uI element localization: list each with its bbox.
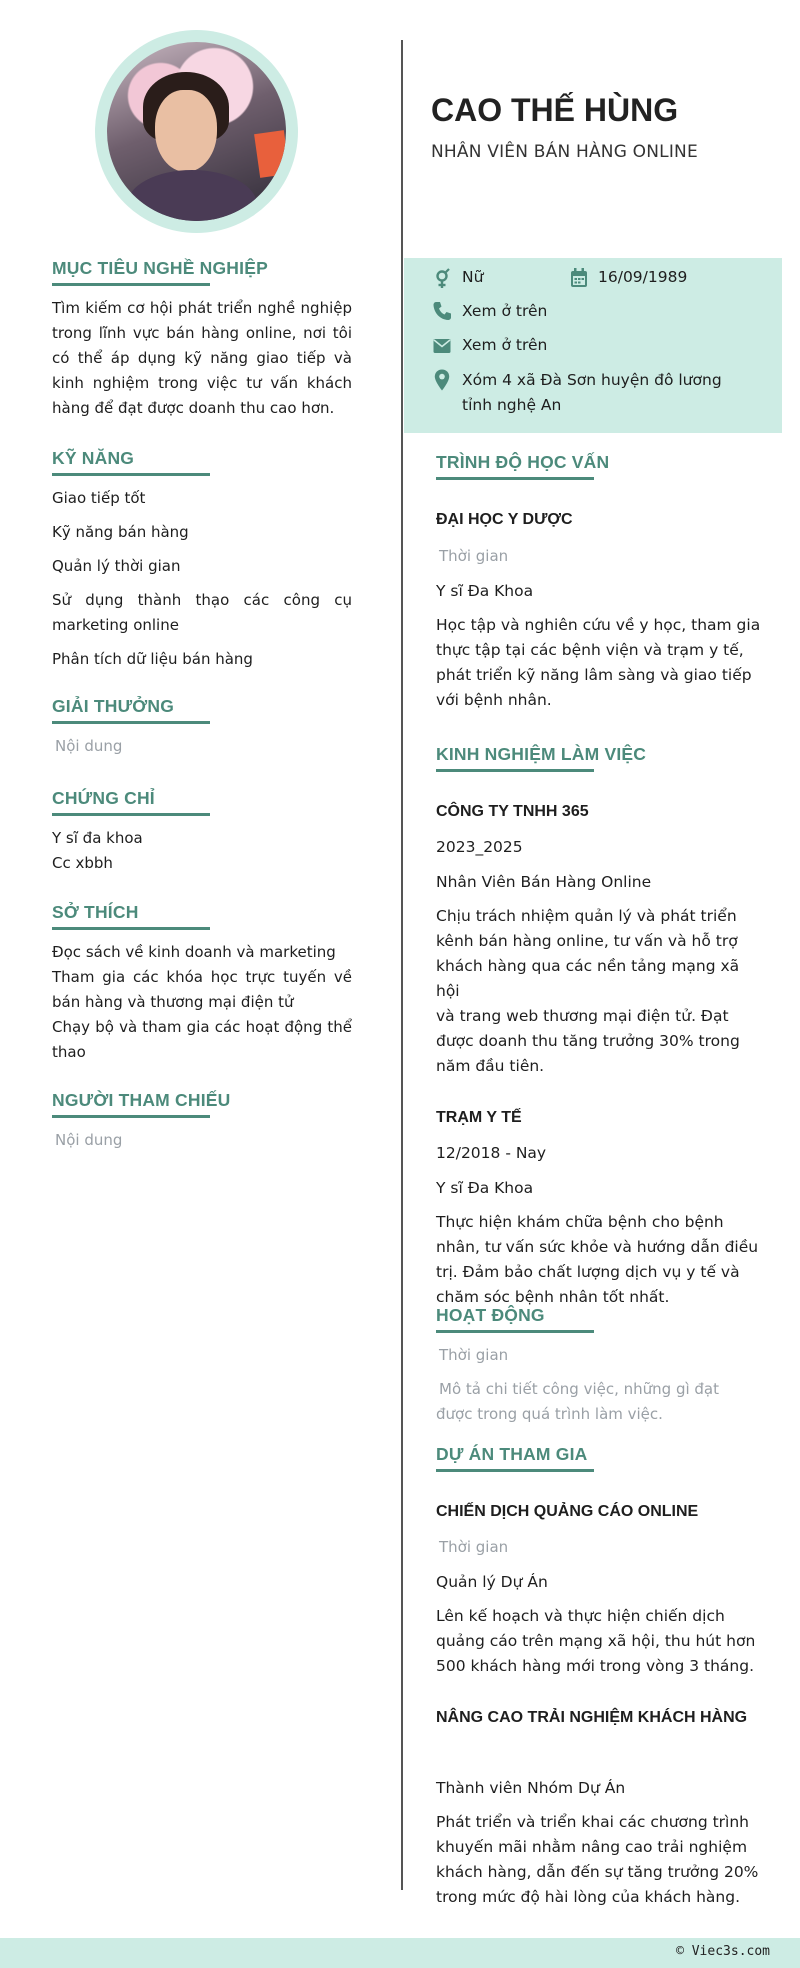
project-time: Thời gian	[439, 1538, 509, 1556]
section-underline	[52, 1115, 210, 1118]
section-title: KỸ NĂNG	[52, 448, 135, 468]
candidate-title: NHÂN VIÊN BÁN HÀNG ONLINE	[431, 142, 698, 162]
section-underline	[52, 473, 210, 476]
education-description: Học tập và nghiên cứu về y học, tham gia thực tập tại các bệnh viện và trạm y tế, phát triển kỹ năng lâm sàng và giao tiếp với bệnh nhân.	[436, 616, 761, 709]
list-item: Cc xbbh	[52, 854, 113, 872]
section-underline	[52, 283, 210, 286]
gender-icon	[433, 267, 451, 292]
school-name: ĐẠI HỌC Y DƯỢC	[436, 511, 573, 528]
contact-info-panel	[404, 258, 782, 433]
section-title: DỰ ÁN THAM GIA	[436, 1444, 588, 1464]
section-title: KINH NGHIỆM LÀM VIỆC	[436, 744, 647, 764]
references-content: Nội dung	[55, 1131, 123, 1149]
project-role: Quản lý Dự Án	[436, 1573, 548, 1591]
objective-section	[52, 258, 352, 421]
birthday-value: 16/09/1989	[598, 268, 688, 286]
education-major: Y sĩ Đa Khoa	[436, 582, 534, 600]
job-entry	[436, 799, 766, 1079]
skills-section	[52, 448, 352, 672]
hobbies-section: SỞ THÍCH Đọc sách về kinh doanh và marketing Tham gia các khóa học trực tuyến về bán hàng và thương mại điện tử Chạy bộ và tham gia các hoạt động thể thao	[52, 902, 352, 1061]
section-underline	[52, 721, 210, 724]
objective-text: Tìm kiếm cơ hội phát triển nghề nghiệp trong lĩnh vực bán hàng online, nơi tôi có thể áp dụng kỹ năng giao tiếp và kinh nghiệm trong việc tư vấn khách hàng để đạt được doanh thu cao hơn.	[52, 299, 352, 417]
awards-section	[52, 696, 210, 759]
gender-value: Nữ	[462, 268, 484, 286]
candidate-name: CAO THẾ HÙNG	[431, 92, 679, 128]
project-entry	[436, 1499, 766, 1679]
list-item: Sử dụng thành thạo các công cụ	[52, 591, 352, 609]
email-icon	[433, 338, 451, 354]
location-icon	[434, 369, 450, 391]
section-title: HOẠT ĐỘNG	[436, 1305, 545, 1325]
project-role: Thành viên Nhóm Dự Án	[436, 1779, 626, 1797]
section-title: CHỨNG CHỈ	[52, 788, 155, 808]
company-name: TRẠM Y TẾ	[436, 1109, 522, 1126]
footer-brand: © Viec3s.com	[676, 1944, 770, 1959]
section-underline	[436, 1330, 594, 1333]
phone-icon	[433, 301, 451, 321]
calendar-icon	[570, 267, 588, 289]
activities-section	[436, 1305, 766, 1427]
project-name: CHIẾN DỊCH QUẢNG CÁO ONLINE	[436, 1503, 699, 1520]
education-time: Thời gian	[439, 547, 509, 565]
job-time: 12/2018 - Nay	[436, 1144, 547, 1162]
list-item: Giao tiếp tốt	[52, 489, 146, 507]
activities-description: Mô tả chi tiết công việc, những gì đạt được trong quá trình làm việc.	[436, 1380, 719, 1423]
section-underline	[436, 1469, 594, 1472]
project-description: Lên kế hoạch và thực hiện chiến dịch quảng cáo trên mạng xã hội, thu hút hơn 500 khách hàng mới trong vòng 3 tháng.	[436, 1607, 756, 1675]
phone-value: Xem ở trên	[462, 302, 548, 320]
projects-section	[436, 1444, 766, 1910]
section-underline	[52, 813, 210, 816]
avatar-frame	[95, 30, 298, 233]
certificates-section	[52, 788, 210, 876]
awards-content: Nội dung	[55, 737, 123, 755]
experience-section	[436, 744, 766, 1310]
email-value: Xem ở trên	[462, 336, 548, 354]
job-position: Nhân Viên Bán Hàng Online	[436, 873, 652, 891]
references-section	[52, 1090, 230, 1153]
section-underline	[52, 927, 210, 930]
project-description: Phát triển và triển khai các chương trình khuyến mãi nhằm nâng cao trải nghiệm khách hàng, dẫn đến sự tăng trưởng 20% trong mức độ hài lòng của khách hàng.	[436, 1813, 759, 1906]
footer-bar	[0, 1938, 800, 1968]
avatar	[107, 42, 286, 221]
project-name: NÂNG CAO TRẢI NGHIỆM KHÁCH HÀNG	[436, 1709, 748, 1726]
project-entry	[436, 1705, 766, 1910]
list-item: Quản lý thời gian	[52, 557, 181, 575]
column-divider	[401, 40, 403, 1890]
list-item: marketing online	[52, 616, 179, 634]
activities-time: Thời gian	[439, 1346, 509, 1364]
job-entry	[436, 1105, 766, 1310]
section-underline	[436, 477, 594, 480]
education-section	[436, 452, 766, 713]
section-title: MỤC TIÊU NGHỀ NGHIỆP	[52, 258, 268, 278]
section-title: SỞ THÍCH	[52, 902, 139, 922]
job-time: 2023_2025	[436, 838, 523, 856]
job-description: Thực hiện khám chữa bệnh cho bệnh nhân, tư vấn sức khỏe và hướng dẫn điều trị. Đảm bảo chất lượng dịch vụ y tế và chăm sóc bệnh nhân tốt nhất.	[436, 1213, 759, 1306]
job-description: Chịu trách nhiệm quản lý và phát triển kênh bán hàng online, tư vấn và hỗ trợ khách hàng qua các nền tảng mạng xã hội và trang web thương mại điện tử. Đạt được doanh thu tăng trưởng 30% trong năm đầu tiên.	[436, 907, 740, 1075]
list-item: Kỹ năng bán hàng	[52, 523, 189, 541]
section-title: GIẢI THƯỞNG	[52, 696, 175, 716]
list-item: Phân tích dữ liệu bán hàng	[52, 650, 253, 668]
section-title: TRÌNH ĐỘ HỌC VẤN	[436, 452, 610, 472]
list-item: Y sĩ đa khoa	[52, 829, 143, 847]
section-underline	[436, 769, 594, 772]
section-title: NGƯỜI THAM CHIẾU	[52, 1090, 231, 1110]
job-position: Y sĩ Đa Khoa	[436, 1179, 534, 1197]
address-value: Xóm 4 xã Đà Sơn huyện đô lương tỉnh nghệ An	[462, 371, 722, 414]
company-name: CÔNG TY TNHH 365	[436, 803, 589, 820]
